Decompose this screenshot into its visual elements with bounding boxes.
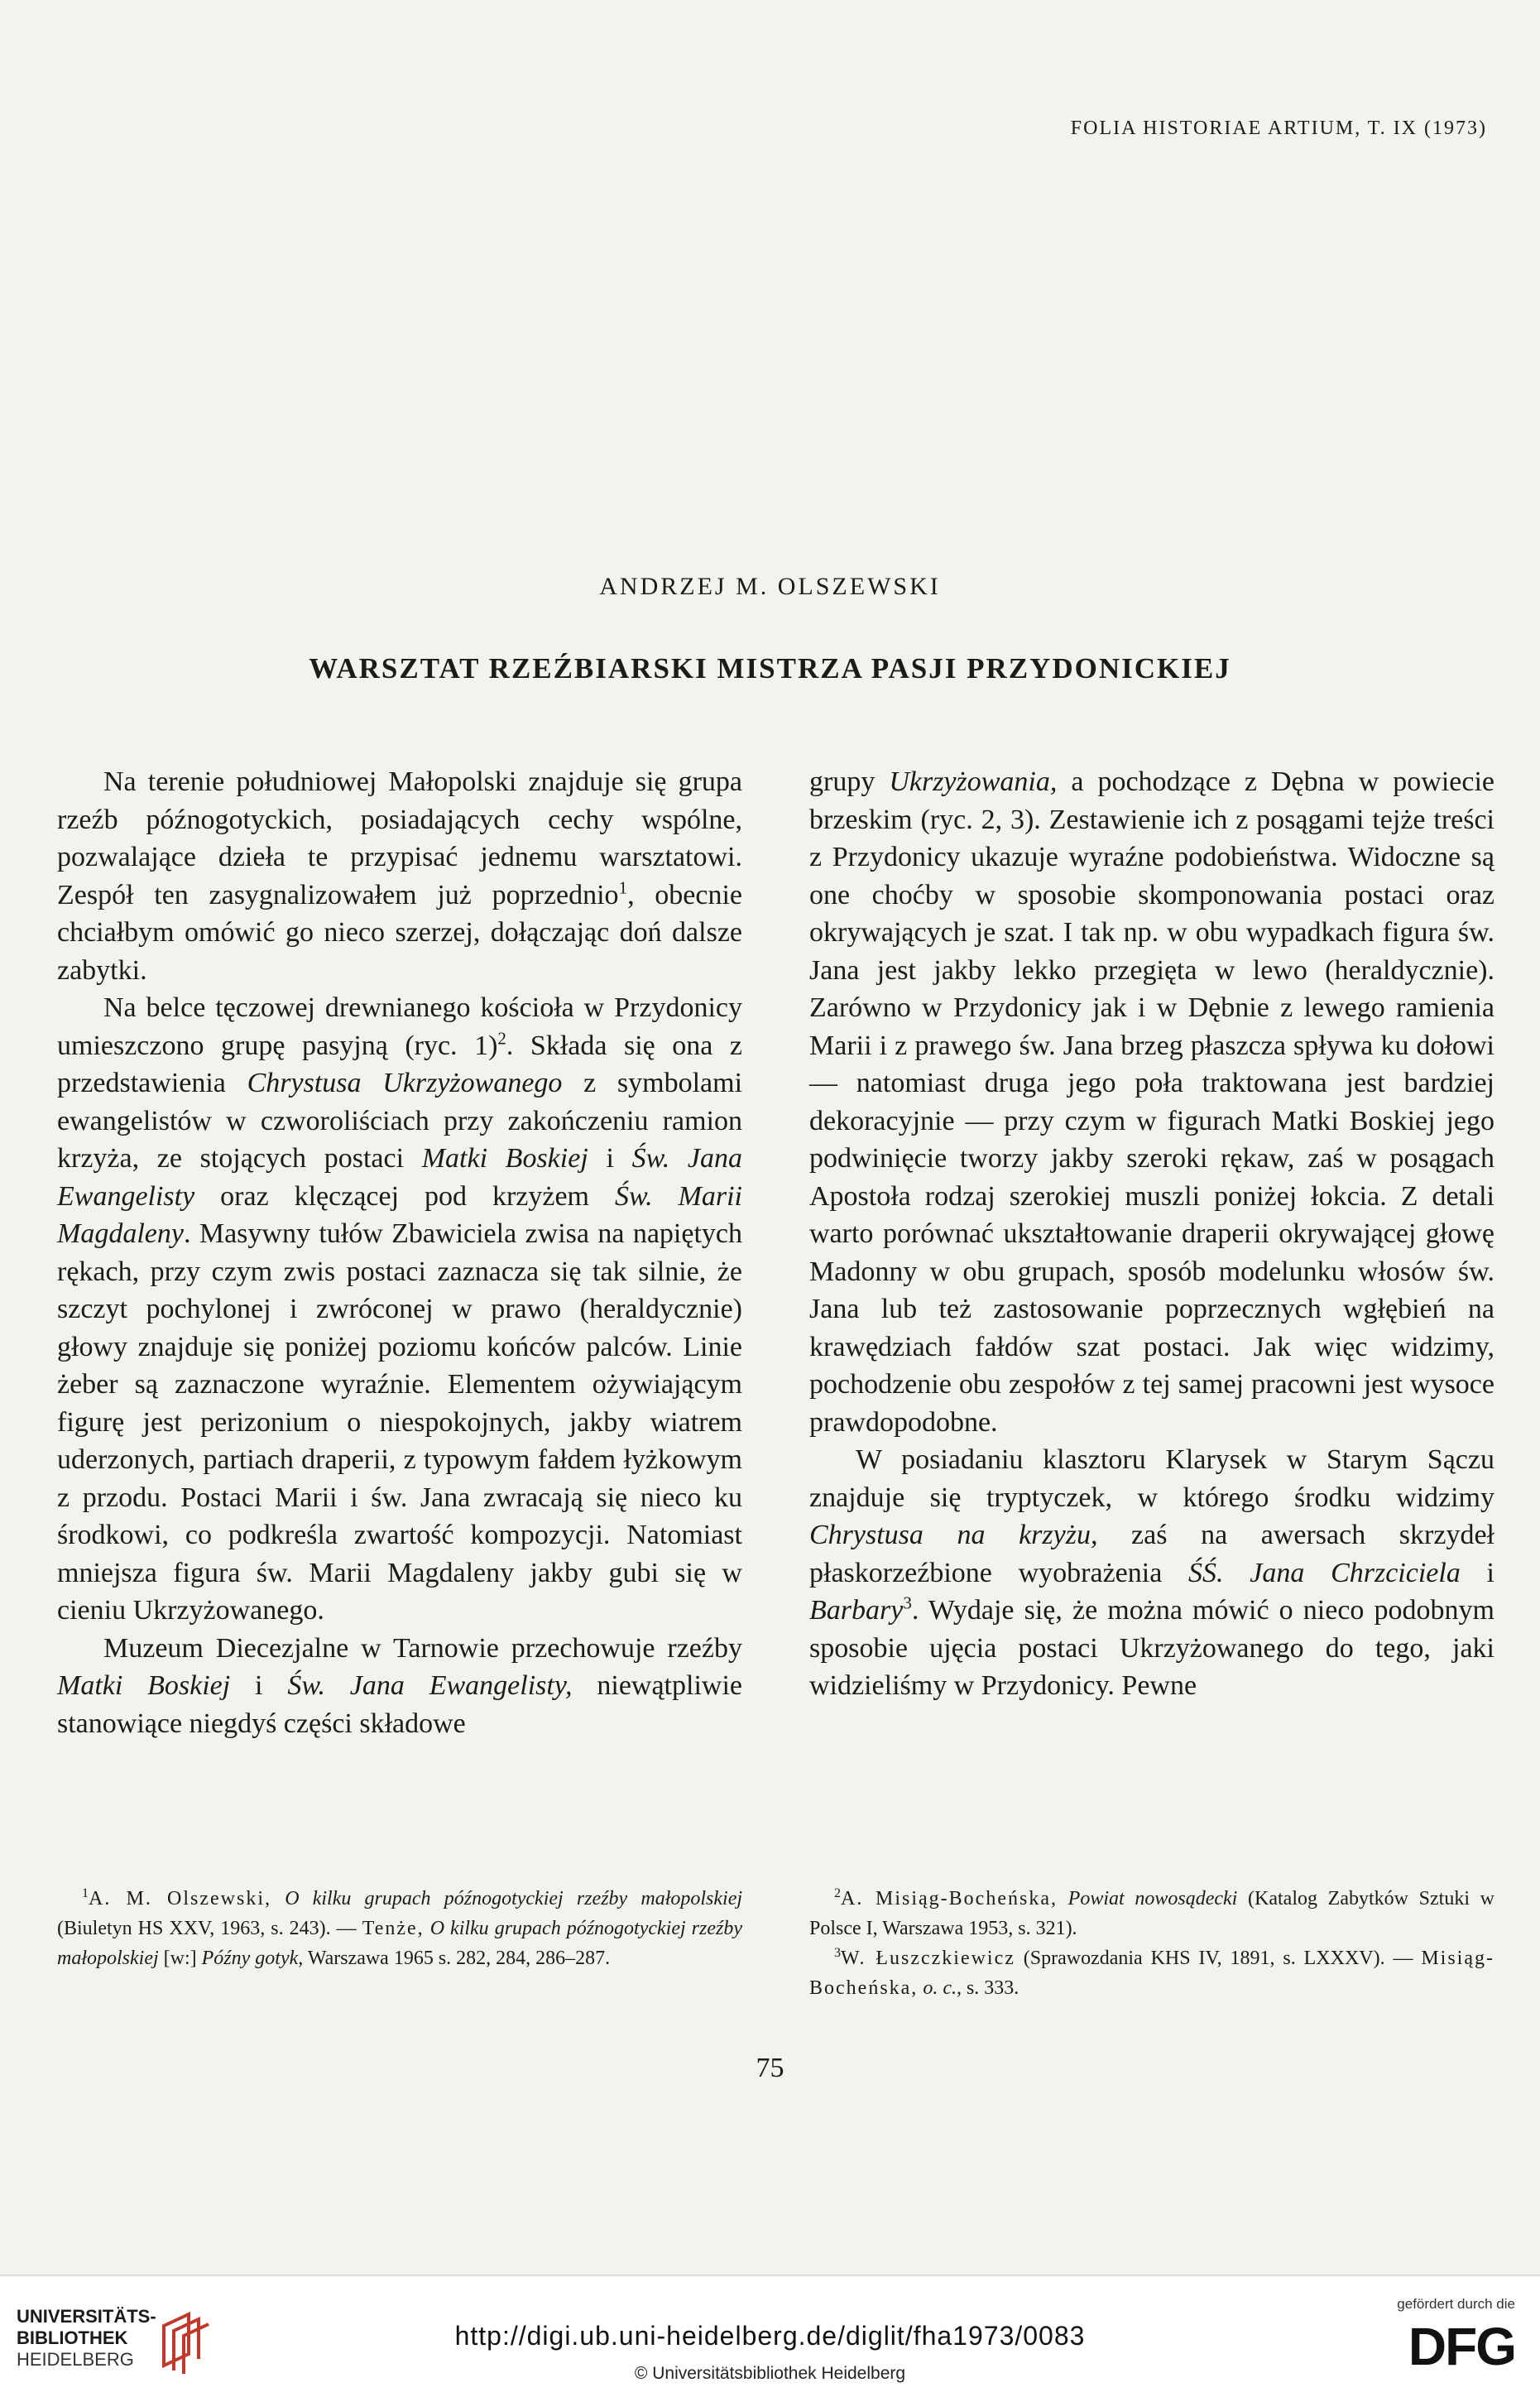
left-column: [57, 763, 742, 1742]
article-author: ANDRZEJ M. OLSZEWSKI: [599, 573, 941, 600]
footnote: $^3$W. Łuszczkiewicz (Sprawozdania KHS IV, 1891, s. LXXXV). — Misiąg-Bocheńska, o. c., s. 333.: [809, 1946, 1494, 1999]
copyright-notice: © Universitätsbibliothek Heidelberg: [634, 2364, 906, 2383]
library-name: UNIVERSITÄTS- BIBLIOTHEK HEIDELBERG: [17, 2306, 156, 2370]
article-title: WARSZTAT RZEŹBIARSKI MISTRZA PASJI PRZYDONICKIEJ: [309, 652, 1231, 685]
footnote: $^2$A. Misiąg-Bocheńska, Powiat nowosądecki (Katalog Zabytków Sztuki w Polsce I, Warszawa 1953, s. 321).: [809, 1886, 1495, 1939]
footnote-ref: 3: [903, 1592, 912, 1613]
footnote-ref: 2: [497, 1028, 506, 1049]
footnote-ref: 1: [618, 877, 628, 898]
permalink-url[interactable]: http://digi.ub.uni-heidelberg.de/diglit/fha1973/0083: [454, 2321, 1086, 2351]
paragraph: grupy Ukrzyżowania, a pochodzące z Dębna w powiecie brzeskim (ryc. 2, 3). Zestawienie ich z posągami tejże treści z Przydonicy ukazuje wyraźne podobieństwa. Widoczne są one choćby w sposobie skomponowania postaci oraz okrywających je szat. I tak np. w obu wypadkach figura św. Jana jest jakby lekko przegięta w lewo (heraldycznie). Zarówno w Przydonicy jak i w Dębnie z lewego ramienia Marii i z prawego św. Jana brzeg płaszcza spływa ku dołowi — natomiast druga jego poła traktowana jest bardziej dekoracyjnie — przy czym w figurach Matki Boskiej jego podwinięcie tworzy jakby szeroki rękaw, zaś w posągach Apostoła rodzaj szerokiej muszli poniżej łokcia. Z detali warto porównać ukształtowanie draperii okrywającej głowę Madonny w obu grupach, sposób modelunku włosów św. Jana lub też zastosowanie poprzecznych wgłębień na krawędziach fałdów szat postaci. Jak więc widzimy, pochodzenie obu zespołów z tej samej pracowni jest wysoce prawdopodobne.: [809, 766, 1494, 1438]
paragraph: W posiadaniu klasztoru Klarysek w Starym Sączu znajduje się tryptyczek, w którego środku widzimy Chrystusa na krzyżu, zaś na awersach skrzydeł płaskorzeźbione wyobrażenia ŚŚ. Jana Chrzciciela i Barbary$^3$. Wydaje się, że można mówić o nieco podobnym sposobie ujęcia postaci Ukrzyżowanego do tego, jaki widzieliśmy w Przydonicy. Pewne: [809, 1444, 1494, 1701]
footnotes-right: [809, 1884, 1494, 2003]
paragraph: Na belce tęczowej drewnianego kościoła w Przydonicy umieszczono grupę pasyjną (ryc. 1)$^2$. Składa się ona z przedstawienia Chrystusa Ukrzyżowanego z symbolami ewangelistów w czworoliściach przy zakończeniu ramion krzyża, ze stojących postaci Matki Boskiej i Św. Jana Ewangelisty oraz klęczącej pod krzyżem Św. Marii Magdaleny. Masywny tułów Zbawiciela zwisa na napiętych rękach, przy czym zwis postaci zaznacza się tak silnie, że szczyt pochylonej i zwróconej w prawo (heraldycznie) głowy znajduje się poniżej poziomu końców palców. Linie żeber są zaznaczone wyraźnie. Elementem ożywiającym figurę jest perizonium o niespokojnych, jakby wiatrem uderzonych, partiach draperii, z typowym fałdem łyżkowym z przodu. Postaci Marii i św. Jana zwracają się nieco ku środkowi, co podkreśla zwartość kompozycji. Natomiast mniejsza figura św. Marii Magdaleny jakby gubi się w cieniu Ukrzyżowanego.: [57, 992, 743, 1626]
footnotes-left: [57, 1884, 742, 1973]
digitization-footer: [0, 2275, 1540, 2397]
right-column: [809, 763, 1494, 1705]
paragraph: Na terenie południowej Małopolski znajduje się grupa rzeźb późnogotyckich, posiadających cechy wspólne, pozwalające dzieła te przypisać jednemu warsztatowi. Zespół ten zasygnalizowałem już poprzednio$^1$, obecnie chciałbym omówić go nieco szerzej, dołączając doń dalsze zabytki.: [57, 766, 742, 986]
dfg-logo[interactable]: gefördert durch die DFG: [1397, 2296, 1515, 2376]
paragraph: Muzeum Diecezjalne w Tarnowie przechowuje rzeźby Matki Boskiej i Św. Jana Ewangelisty, niewątpliwie stanowiące niegdyś części składowe: [57, 1632, 742, 1739]
page-number: 75: [756, 2053, 784, 2083]
journal-header: FOLIA HISTORIAE ARTIUM, T. IX (1973): [1070, 118, 1487, 139]
footnote: $^1$A. M. Olszewski, O kilku grupach późnogotyckiej rzeźby małopolskiej (Biuletyn HS XXV, 1963, s. 243). — Tenże, O kilku grupach późnogotyckiej rzeźby małopolskiej [w:] Późny gotyk, Warszawa 1965 s. 282, 284, 286–287.: [57, 1886, 743, 1969]
